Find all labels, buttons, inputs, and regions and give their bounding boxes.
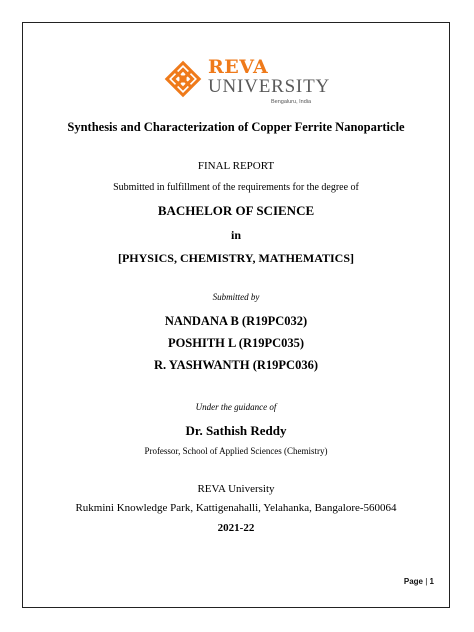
in-word: in (230, 228, 241, 242)
student-name: POSHITH L (R19PC035) (167, 336, 305, 350)
document-title: Synthesis and Characterization of Copper Ferrite Nanoparticle (67, 120, 405, 134)
reva-knot-logo-icon (164, 60, 202, 98)
student-name: NANDANA B (R19PC032) (164, 314, 308, 328)
logo-brand-text: REVA (208, 56, 269, 78)
student-name: R. YASHWANTH (R19PC036) (153, 358, 318, 372)
submitted-by-label: Submitted by (212, 292, 260, 302)
page-footer (404, 577, 434, 586)
logo-location-text: Bengaluru, India (271, 99, 312, 105)
guidance-label: Under the guidance of (195, 402, 277, 412)
guide-designation: Professor, School of Applied Sciences (Chemistry) (144, 446, 328, 456)
university-logo (164, 56, 330, 106)
guide-name: Dr. Sathish Reddy (185, 423, 287, 438)
page-separator: | (425, 577, 428, 586)
university-address: Rukmini Knowledge Park, Kattigenahalli, Yelahanka, Bangalore-560064 (75, 502, 397, 514)
university-name: REVA University (197, 483, 275, 495)
logo-university-text: UNIVERSITY (208, 76, 330, 97)
academic-year: 2021-22 (217, 522, 255, 534)
degree-name: BACHELOR OF SCIENCE (157, 203, 315, 218)
subjects: [PHYSICS, CHEMISTRY, MATHEMATICS] (117, 251, 355, 265)
report-type: FINAL REPORT (197, 160, 275, 172)
fulfillment-text: Submitted in fulfillment of the requirements for the degree of (113, 182, 359, 193)
page-number: 1 (429, 577, 434, 586)
page-label: Page (403, 577, 423, 586)
